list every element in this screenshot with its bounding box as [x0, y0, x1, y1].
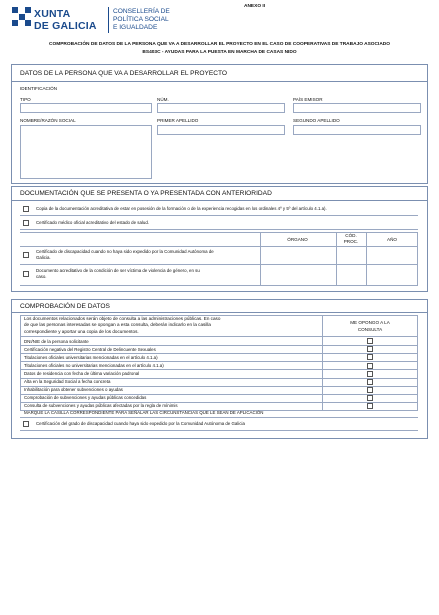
apellido2-label: SEGUNDO APELLIDO — [293, 118, 340, 123]
col-divider — [260, 232, 261, 286]
table-row-2 — [36, 268, 258, 280]
col-divider — [336, 232, 337, 286]
oppose-header-1: ME OPONGO A LA — [350, 320, 390, 325]
col-divider — [417, 232, 418, 286]
section-divider — [12, 81, 427, 82]
consult-row-label: Titulaciones oficiales no universitarias mencionadas en el artículo 4.1.a) — [24, 362, 164, 368]
pais-label: PAÍS EMISOR — [293, 97, 323, 102]
section-data-check — [11, 299, 428, 439]
oppose-checkbox[interactable] — [367, 403, 373, 409]
consult-row-label: DNI/NIE de la persona solicitante — [24, 338, 89, 344]
section-divider — [12, 312, 427, 313]
section-divider — [12, 200, 427, 201]
xunta-emblem-icon — [12, 7, 31, 26]
tipo-label: TIPO — [20, 97, 31, 102]
doc-checkbox-2[interactable] — [23, 220, 29, 226]
apellido1-label: PRIMER APELLIDO — [157, 118, 199, 123]
section-personal-data — [11, 64, 428, 184]
consult-row-label: Inhabilitación para obtener subvenciones o ayudas — [24, 387, 123, 393]
table-row-2-line-1: Documento acreditativo de la condición de ser víctima de violencia de género, en su — [36, 268, 200, 273]
col-anio: AÑO — [387, 237, 397, 242]
table-checkbox-1[interactable] — [23, 252, 29, 258]
pais-field[interactable] — [293, 103, 421, 113]
row-divider — [20, 430, 418, 431]
oppose-checkbox[interactable] — [367, 371, 373, 377]
table-row-1-line-1: Certificado de discapacidad cuando no haya sido expedido por la Comunidad Autónoma de — [36, 249, 214, 254]
table-row-2-line-2: caso. — [36, 274, 47, 279]
col-cod-2: PROC. — [343, 239, 359, 244]
table-left — [20, 315, 21, 410]
oppose-checkbox[interactable] — [367, 395, 373, 401]
intro-line-2: de que las personas interesadas se opongan a esta consulta, deberán indicarlo en la casilla — [24, 322, 211, 328]
oppose-checkbox[interactable] — [367, 354, 373, 360]
mark-heading: MARQUE LA CASILLA CORRESPONDIENTE PARA SEÑALAR LAS CIRCUNSTANCIAS QUE LE SEAN DE APLICACIÓN — [24, 410, 264, 415]
dept-line-3: E IGUALDADE — [113, 24, 158, 31]
table-checkbox-2[interactable] — [23, 271, 29, 277]
page-subtitle: BS403C - AYUDAS PARA LA PUESTA EN MARCHA DE CASAS NIDO — [142, 50, 297, 55]
doc-item-1: Copia de la documentación acreditativa de estar en posesión de la formación o de la experiencia recogidas en los ordinales 4º y 5º del artículo 4.1.a). — [36, 206, 327, 211]
consult-row-label: Comprobación de subvenciones y ayudas públicas concedidas — [24, 395, 147, 401]
brand-line-2: DE GALICIA — [34, 20, 97, 32]
col-organo: ÓRGANO — [287, 237, 308, 242]
mark-item: Certificación del grado de discapacidad cuando haya sido expedido por la Comunidad Autónoma de Galicia — [36, 421, 245, 426]
num-label: NÚM. — [157, 97, 169, 102]
dept-line-2: POLÍTICA SOCIAL — [113, 16, 169, 23]
consult-row-label: Titulaciones oficiales universitarias mencionadas en el artículo 4.1.a) — [24, 354, 158, 360]
table-row-1-line-2: Galicia. — [36, 255, 51, 260]
table-header-bottom — [20, 246, 418, 247]
table-bottom — [20, 285, 418, 286]
section-title: DOCUMENTACIÓN QUE SE PRESENTA O YA PRESENTADA CON ANTERIORIDAD — [20, 190, 272, 197]
consult-row-label: Alta en la Seguridad Social a fecha concreta — [24, 379, 111, 384]
oppose-checkbox[interactable] — [367, 379, 373, 385]
row-divider — [20, 229, 418, 230]
oppose-checkbox[interactable] — [367, 387, 373, 393]
nombre-field[interactable] — [20, 125, 152, 179]
doc-item-2: Certificado médico oficial acreditativo del estado de salud. — [36, 220, 149, 225]
col-cod-1: CÓD. — [345, 233, 357, 238]
oppose-checkbox[interactable] — [367, 346, 373, 352]
header-divider — [20, 336, 418, 337]
section-documentation — [11, 186, 428, 292]
mark-checkbox[interactable] — [23, 421, 29, 427]
row-divider — [20, 264, 418, 265]
row-divider — [20, 417, 418, 418]
page-title: COMPROBACIÓN DE DATOS DE LA PERSONA QUE VA A DESARROLLAR EL PROYECTO EN EL CASO DE COOPERATIVAS DE TRABAJO ASOCIADO — [49, 42, 390, 47]
consult-row-label: Datos de residencia con fecha de última variación padronal — [24, 370, 140, 376]
brand-line-1: XUNTA — [34, 8, 71, 20]
consult-intro — [24, 316, 320, 335]
consult-row-label: Consulta de subvenciones y ayudas públicas afectadas por la regla de mínimis — [24, 403, 178, 409]
apellido1-field[interactable] — [157, 125, 285, 135]
dept-line-1: CONSELLERÍA DE — [113, 8, 170, 15]
consult-row-label: Certificación negativa del Registro Central de Delincuente Sexuales — [24, 346, 156, 352]
intro-line-3: correspondiente y aportar una copia de los documentos. — [24, 328, 139, 334]
oppose-checkbox[interactable] — [367, 363, 373, 369]
row-divider — [20, 215, 418, 216]
logo-divider — [108, 7, 109, 33]
section-title: COMPROBACIÓN DE DATOS — [20, 303, 110, 310]
col-divider — [366, 232, 367, 286]
apellido2-field[interactable] — [293, 125, 421, 135]
oppose-checkbox[interactable] — [367, 338, 373, 344]
section-title: DATOS DE LA PERSONA QUE VA A DESARROLLAR EL PROYECTO — [20, 70, 228, 77]
intro-line-1: Los documentos relacionados serán objeto de consulta a las administraciones públicas. En caso — [24, 316, 221, 321]
nombre-label: NOMBRE/RAZÓN SOCIAL — [20, 118, 76, 123]
identification-heading: IDENTIFICACIÓN — [20, 86, 58, 91]
table-row-1 — [36, 249, 258, 261]
doc-checkbox-1[interactable] — [23, 206, 29, 212]
oppose-header-2: CONSULTA — [357, 327, 383, 332]
num-field[interactable] — [157, 103, 285, 113]
annex-label: ANEXO II — [244, 4, 266, 9]
table-right — [417, 315, 418, 410]
tipo-field[interactable] — [20, 103, 152, 113]
